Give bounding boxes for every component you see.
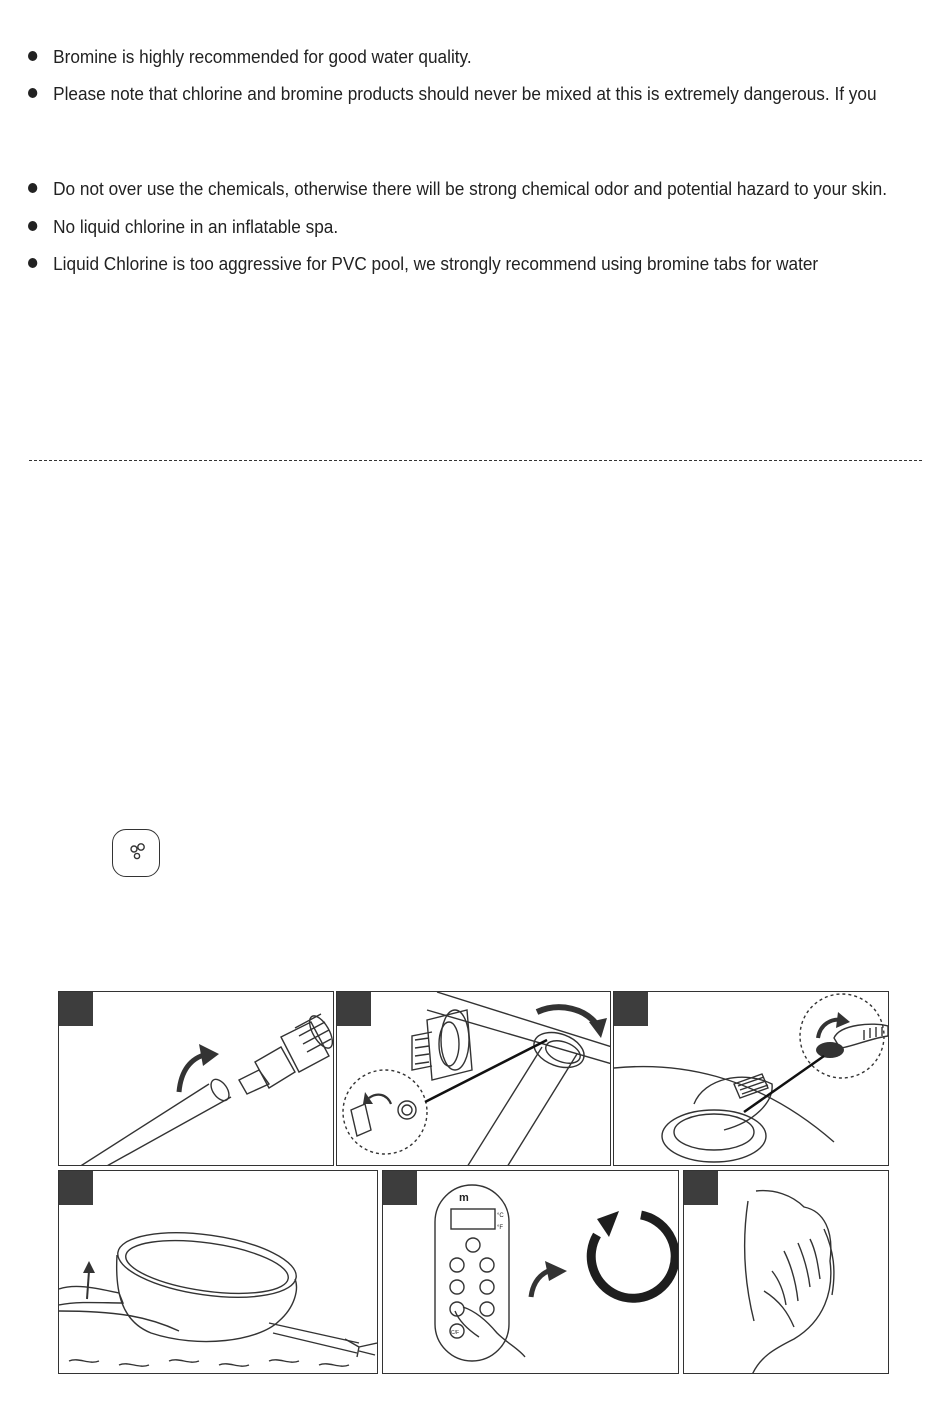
bullet-text: Please note that chlorine and bromine products should never be mixed at this is extremely dangerous. If you xyxy=(53,83,877,104)
remote-logo: m xyxy=(459,1192,469,1204)
step-panel-3 xyxy=(613,991,889,1166)
step-panel-6 xyxy=(683,1170,889,1374)
step-panel-4 xyxy=(58,1170,378,1374)
bullet-text: Bromine is highly recommended for good water quality. xyxy=(53,46,472,67)
hands-towel-illustration xyxy=(684,1171,889,1374)
remote-control-illustration xyxy=(383,1171,679,1374)
hose-connector-illustration xyxy=(59,992,334,1166)
tub-lift-illustration xyxy=(59,1171,378,1374)
drain-cap-illustration xyxy=(614,992,889,1166)
step-panel-2 xyxy=(336,991,611,1166)
step-panel-5 xyxy=(382,1170,679,1374)
bullet-dot-icon xyxy=(28,88,37,98)
bullet-item xyxy=(28,216,338,238)
bullet-dot-icon xyxy=(28,221,37,231)
remote-unit-f: °F xyxy=(497,1225,504,1231)
bullet-dot-icon xyxy=(28,183,37,193)
bullet-item xyxy=(28,46,472,68)
remote-unit-c: °C xyxy=(497,1213,504,1219)
remote-cf-label: C/F xyxy=(451,1330,460,1336)
step-panel-1 xyxy=(58,991,334,1166)
bullet-text: Do not over use the chemicals, otherwise there will be strong chemical odor and potential hazard to your skin. xyxy=(53,178,888,199)
bullet-item xyxy=(28,253,818,275)
bullet-text: No liquid chlorine in an inflatable spa. xyxy=(53,216,339,237)
bullet-dot-icon xyxy=(28,258,37,268)
bullet-dot-icon xyxy=(28,51,37,61)
dashed-divider xyxy=(29,460,922,461)
bubble-button xyxy=(112,829,160,877)
bullet-item xyxy=(28,178,887,200)
pipe-fitting-illustration xyxy=(337,992,611,1166)
bullet-item xyxy=(28,83,877,105)
bubbles-icon xyxy=(113,830,159,876)
bullet-text: Liquid Chlorine is too aggressive for PVC pool, we strongly recommend using bromine tabs for water xyxy=(53,253,819,274)
